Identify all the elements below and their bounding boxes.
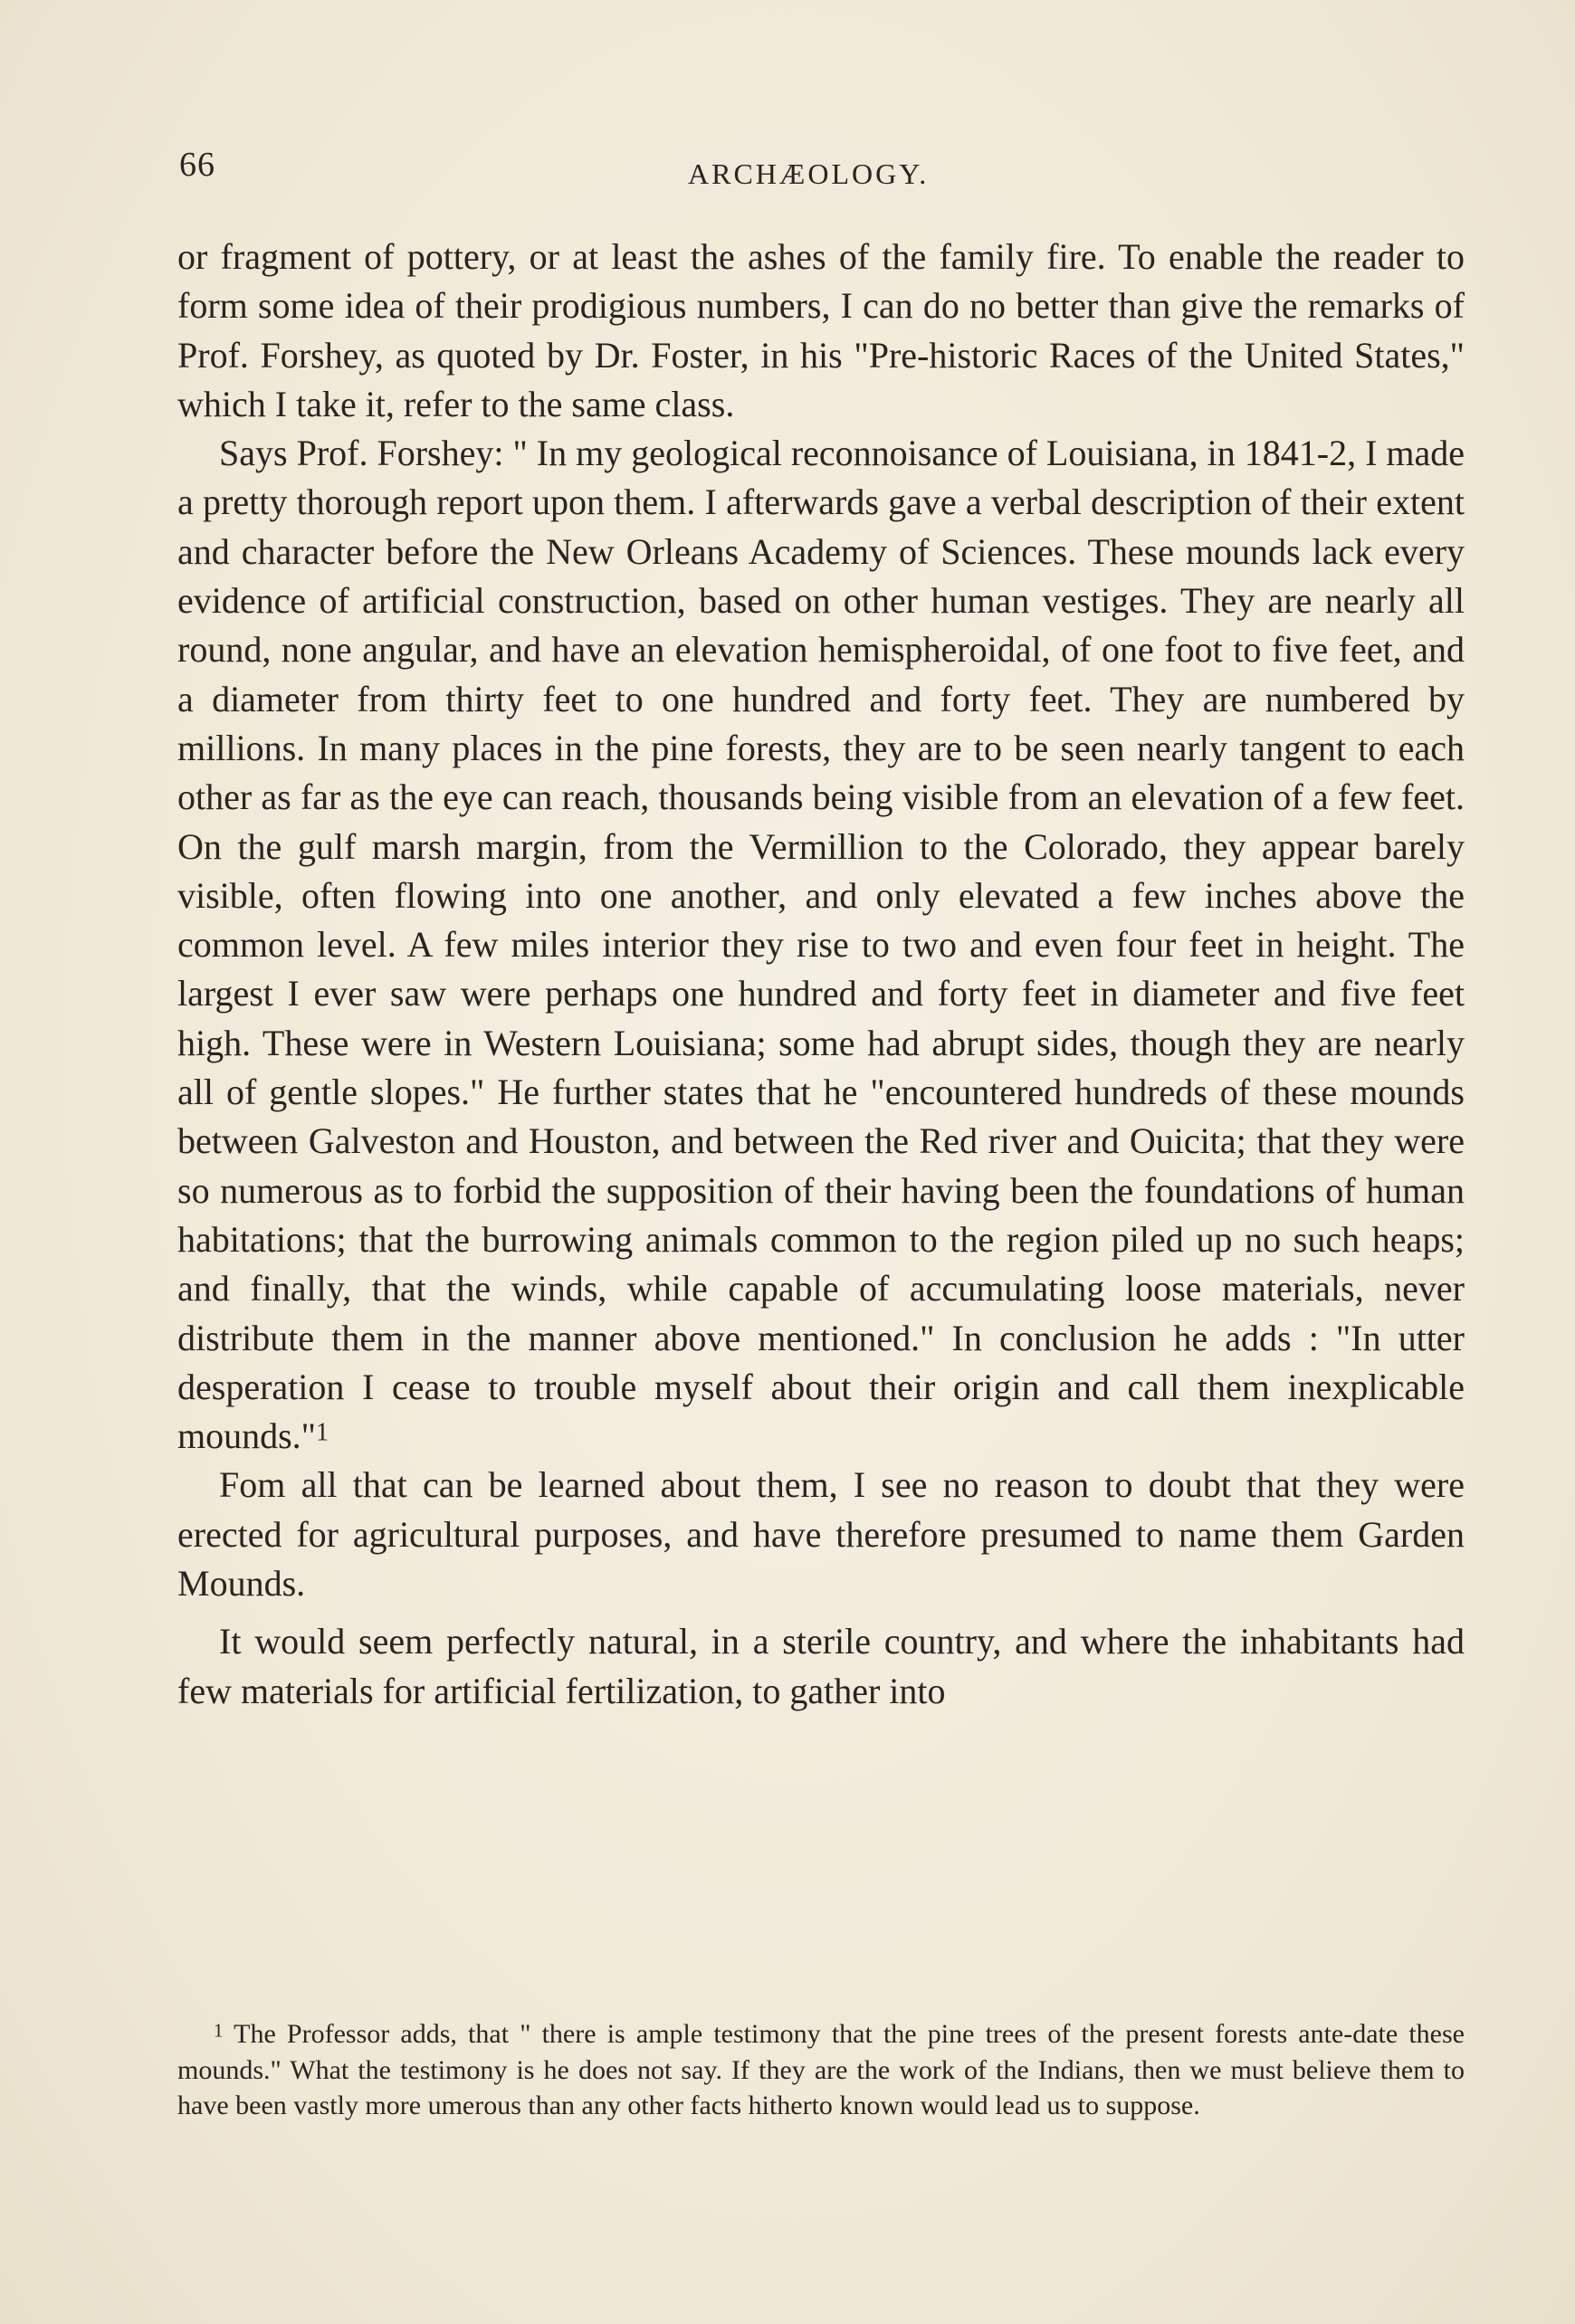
page-number: 66 (179, 146, 215, 184)
footnote (177, 2016, 1465, 2124)
paragraph-4: It would seem perfectly natural, in a sterile country, and where the inhabitants had few materials for artificial fertilization, to gather into (177, 1621, 1465, 1711)
paragraph-1: or fragment of pottery, or at least the ashes of the family fire. To enable the reader to form some idea of their prodigious numbers, I can do no better than give the remarks of Prof. Forshey, as quoted by Dr. Foster, in his "Pre-historic Races of the United States," which I take it, refer to the same class. (177, 236, 1465, 424)
paragraph-2-text: Says Prof. Forshey: " In my geological reconnoisance of Louisiana, in 1841-2, I made a pretty thorough report upon them. I afterwards gave a verbal description of their extent and character before the New Orleans Academy of Sciences. These mounds lack every evidence of artificial construction, based on other human vestiges. They are nearly all round, none angular, and have an elevation hemispheroidal, of one foot to five feet, and a diameter from thirty feet to one hundred and forty feet. They are numbered by millions. In many places in the pine forests, they are to be seen nearly tangent to each other as far as the eye can reach, thousands being visible from an elevation of a few feet. On the gulf marsh margin, from the Vermillion to the Colorado, they appear barely visible, often flowing into one another, and only elevated a few inches above the common level. A few miles interior they rise to two and even four feet in height. The largest I ever saw were perhaps one hundred and forty feet in diameter and five feet high. These were in Western Louisiana; some had abrupt sides, though they are nearly all of gentle slopes." He further states that he "encountered hundreds of these mounds between Galveston and Houston, and between the Red river and Ouicita; that they were so numerous as to forbid the supposition of their having been the foundations of human habitations; that the burrowing animals common to the region piled up no such heaps; and finally, that the winds, while capable of accumulating loose materials, never distribute them in the manner above mentioned." In conclusion he adds : "In utter desperation I cease to trouble myself about their origin and call them inexplicable mounds." (177, 433, 1465, 1457)
footnote-paragraph (177, 2016, 1465, 2124)
running-title: ARCHÆOLOGY. (688, 157, 930, 190)
body-text (177, 233, 1465, 1716)
paragraph-3: Fom all that can be learned about them, I see no reason to doubt that they were erected for agricultural purposes, and have therefore presumed to name them Garden Mounds. (177, 1464, 1465, 1605)
paragraph-2 (177, 429, 1465, 1461)
footnote-text: The Professor adds, that " there is ample testimony that the pine trees of the present forests ante-date these mounds." What the testimony is he does not say. If they are the work of the Indians, then we must believe them to have been vastly more umerous than any other facts hitherto known would lead us to suppose. (177, 2019, 1465, 2120)
footnote-reference: 1 (316, 1418, 329, 1447)
footnote-marker: 1 (214, 2019, 224, 2042)
